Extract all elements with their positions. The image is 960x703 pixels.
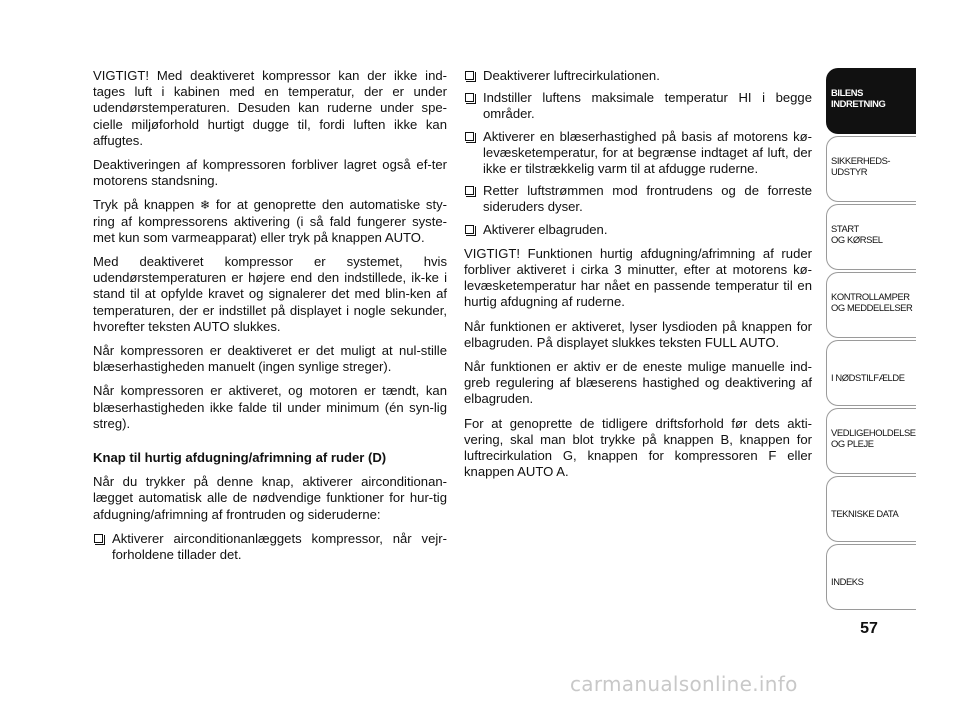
list-item <box>93 531 447 563</box>
checkbox-bullet-icon <box>465 132 474 141</box>
tab-tekniske-data[interactable] <box>826 476 916 542</box>
paragraph: Når kompressoren er aktiveret, og motoren er tændt, kan blæserhastigheden ikke falde til under minimum (én syn-lig streg). <box>93 383 447 431</box>
watermark: carmanualsonline.info <box>570 672 798 696</box>
checkbox-bullet-icon <box>465 71 474 80</box>
bullet-list <box>93 531 447 563</box>
bullet-list <box>464 68 812 238</box>
tab-label: KONTROLLAMPER OG MEDDELELSER <box>831 291 913 313</box>
tab-label: I NØDSTILFÆLDE <box>831 372 905 383</box>
chapter-tabs <box>826 68 916 612</box>
checkbox-bullet-icon <box>465 93 474 102</box>
paragraph: Når du trykker på denne knap, aktiverer airconditionan-lægget automatisk alle de nødvendige funktioner for hur-tig afdugning/afrimning af frontruden og sideruderne: <box>93 474 447 522</box>
list-item <box>464 222 812 238</box>
paragraph-text: Tryk på knappen <box>93 197 201 213</box>
tab-label: BILENS INDRETNING <box>831 87 886 109</box>
list-item <box>464 183 812 215</box>
paragraph: Når funktionen er aktiv er de eneste mulige manuelle ind-greb regulering af blæserens hastighed og deaktivering af elbagruden. <box>464 359 812 407</box>
paragraph: Når kompressoren er deaktiveret er det muligt at nul-stille blæserhastigheden manuelt (ingen synlige streger). <box>93 343 447 375</box>
tab-label: TEKNISKE DATA <box>831 508 899 519</box>
tab-kontrollamper[interactable] <box>826 272 916 338</box>
tab-sikkerhedsudstyr[interactable] <box>826 136 916 202</box>
paragraph: Når funktionen er aktiveret, lyser lysdioden på knappen for elbagruden. På displayet slukkes teksten FULL AUTO. <box>464 318 812 350</box>
paragraph-text: for at genoprette den automatiske sty-ring af kompressorens aktivering (i så fald fungerer syste-met kun som varmeapparat) eller tryk på knappen AUTO. <box>93 197 447 245</box>
paragraph: For at genoprette de tidligere driftsforhold før dets akti-vering, skal man blot trykke på knappen B, knappen for luftrecirkulation G, knappen for kompressoren F eller knappen AUTO A. <box>464 415 812 480</box>
tab-label: START OG KØRSEL <box>831 223 883 245</box>
tab-nodstilfaelde[interactable] <box>826 340 916 406</box>
paragraph: Deaktiveringen af kompressoren forbliver lagret også ef-ter motorens standsning. <box>93 157 447 189</box>
left-column <box>93 68 447 571</box>
tab-label: VEDLIGEHOLDELSE OG PLEJE <box>831 427 916 449</box>
checkbox-bullet-icon <box>465 225 474 234</box>
list-item <box>464 68 812 84</box>
paragraph <box>93 197 447 246</box>
list-item-text: Deaktiverer luftrecirkulationen. <box>483 68 660 83</box>
tab-vedligeholdelse[interactable] <box>826 408 916 474</box>
right-column <box>464 68 812 488</box>
section-heading: Knap til hurtig afdugning/afrimning af ruder (D) <box>93 450 387 466</box>
paragraph: VIGTIGT! Med deaktiveret kompressor kan der ikke ind-tages luft i kabinen med en temperatur, der er under udendørstemperaturen. Desuden kan ruderne under spe-cielle miljøforhold hurtigt dugge til, fordi luften ikke kan affugtes. <box>93 68 447 148</box>
tab-indeks[interactable] <box>826 544 916 610</box>
tab-label: INDEKS <box>831 576 864 587</box>
list-item-text: Aktiverer airconditionanlæggets kompressor, når vejr-forholdene tillader det. <box>112 530 447 563</box>
list-item-text: Indstiller luftens maksimale temperatur HI i begge områder. <box>483 90 812 122</box>
list-item <box>464 129 812 178</box>
list-item-text: Aktiverer elbagruden. <box>483 221 608 237</box>
fan-icon: ❄ <box>200 198 211 213</box>
list-item-text: Retter luftstrømmen mod frontrudens og de forreste sideruders dyser. <box>483 183 812 215</box>
checkbox-bullet-icon <box>465 186 474 195</box>
page-number: 57 <box>860 620 878 637</box>
paragraph: Med deaktiveret kompressor er systemet, hvis udendørstemperaturen er højere end den indstillede, ik-ke i stand til at opfylde kravet og signalerer det med blin-ken af temperaturen, der er indstillet på displayet i nogle sekunder, hvorefter teksten AUTO slukkes. <box>93 254 447 334</box>
tab-start-og-korsel[interactable] <box>826 204 916 270</box>
list-item-text: Aktiverer en blæserhastighed på basis af motorens kø-levæsketemperatur, for at begrænse indtaget af luft, der ikke er tilstrækkelig varm til at afdugge ruderne. <box>483 128 812 177</box>
checkbox-bullet-icon <box>94 534 103 543</box>
tab-label: SIKKERHEDS- UDSTYR <box>831 155 891 177</box>
list-item <box>464 90 812 122</box>
paragraph: VIGTIGT! Funktionen hurtig afdugning/afrimning af ruder forbliver aktiveret i cirka 3 minutter, efter at motorens kø-levæsketemperatur har nået en passende temperatur til en hurtig afdugning af ruderne. <box>464 245 812 310</box>
tab-bilens-indretning[interactable] <box>826 68 916 134</box>
